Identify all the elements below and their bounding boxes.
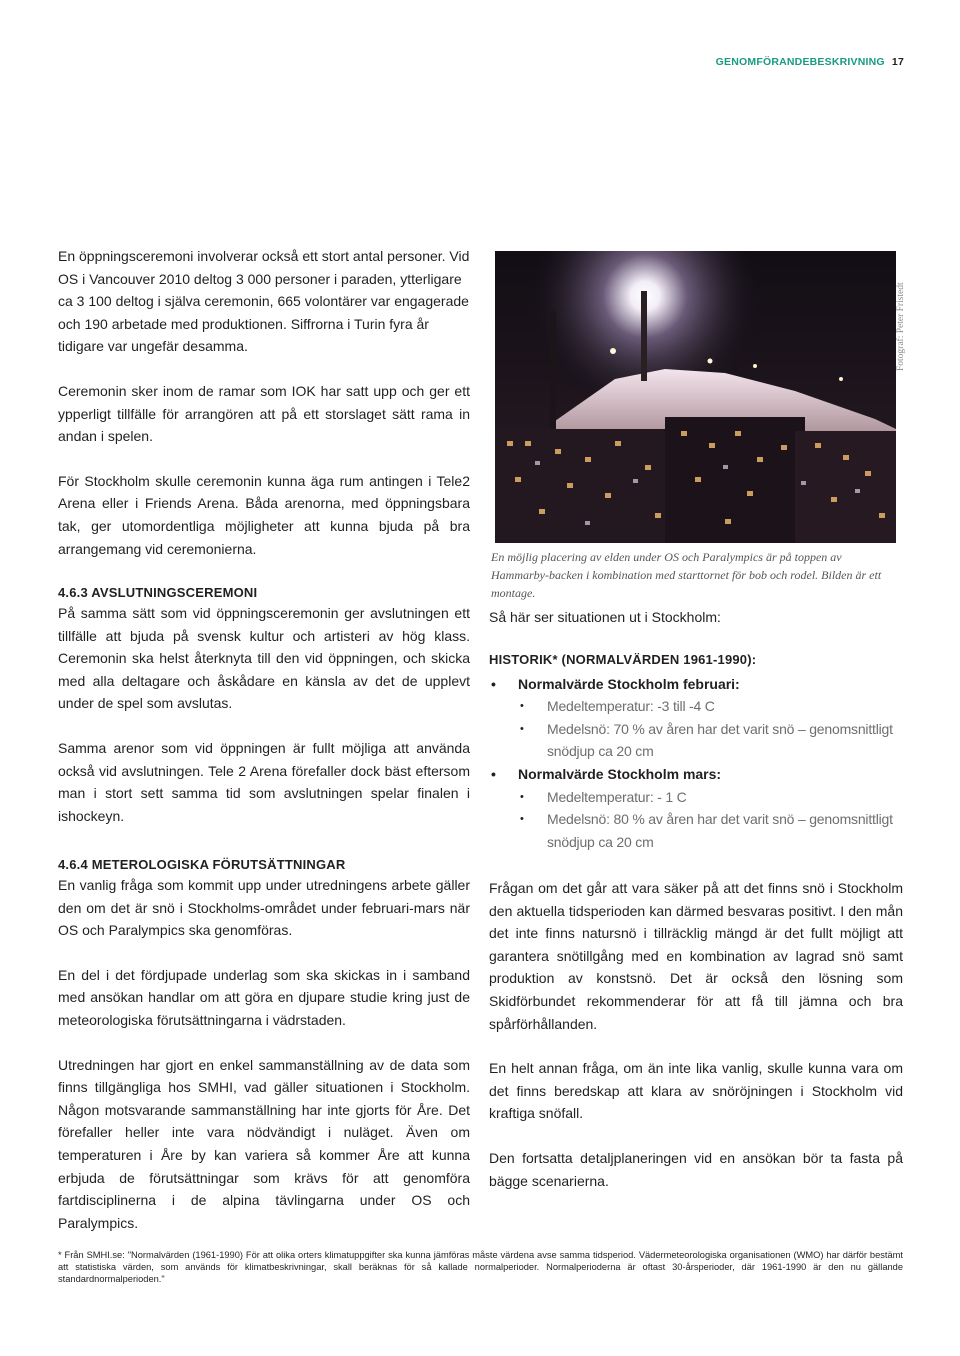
list-item-feb-temp xyxy=(518,695,903,718)
list-item-march xyxy=(489,763,903,853)
paragraph-ioc-framework: Ceremonin sker inom de ramar som IOK har satt upp och ger ett ypperligt tillfälle för arrangören att på ett storslaget sätt rama in andan i spelen. xyxy=(58,382,470,445)
paragraph-closing-arenas: Samma arenor som vid öppningen är fullt möjliga att använda också vid avslutningen. Tele 2 Arena förefaller dock bäst eftersom man i stort sett samma tid som avslutningen spelar finalen i ishockeyn. xyxy=(58,739,470,824)
heading-closing-ceremony: 4.6.3 AVSLUTNINGSCEREMONI xyxy=(58,585,258,600)
feb-snow-text: Medelsnö: 70 % av åren har det varit snö – genomsnittligt snödjup ca 20 cm xyxy=(547,720,893,760)
paragraph-opening-ceremony: En öppningsceremoni involverar också ett stort antal personer. Vid OS i Vancouver 2010 deltog 3 000 personer i paraden, ytterligare ca 3 100 deltog i själva ceremonin, 665 volontärer var engagerade och 190 arbetade med produktionen. Siffrorna i Turin fyra år tidigare var ungefär desamma. xyxy=(58,248,470,355)
mar-temp-text: Medeltemperatur: - 1 C xyxy=(547,788,687,805)
page-header xyxy=(716,56,904,68)
photo-caption: En möjlig placering av elden under OS och Paralympics är på toppen av Hammarby-backen i kombination med starttornet för bob och rodel. Bilden är ett montage. xyxy=(491,550,882,600)
footnote: * Från SMHI.se: "Normalvärden (1961-1990) För att olika orters klimatuppgifter ska kunna jämföras måste värdena avse samma tidsperiod. Vädermeteorologiska organisationen (WMO) har därför bestämt att statistiska värden, som används för klimatbeskrivningar, skall beräknas för så kallade normalperioder. Normalperioderna är oftast 30-årsperioder, där 1961-1990 är den nu gällande standardnormalperioden." xyxy=(58,1250,903,1284)
bullet-icon: • xyxy=(520,722,524,735)
paragraph-stockholm-arenas: För Stockholm skulle ceremonin kunna äga rum antingen i Tele2 Arena eller i Friends Arena. Båda arenorna, med öppningsbara tak, ger utomordentliga möjligheter att kunna bjuda på bra arrangemang vid ceremonierna. xyxy=(58,472,470,557)
left-column-section-463 xyxy=(58,584,470,849)
section-title: GENOMFÖRANDEBESKRIVNING xyxy=(715,56,885,68)
february-sublist xyxy=(518,695,903,763)
mar-snow-text: Medelsnö: 80 % av åren har det varit snö – genomsnittligt snödjup ca 20 cm xyxy=(547,811,893,850)
paragraph-deeper-study: En del i det fördjupade underlag som ska skickas in i samband med ansökan handlar om att göra en djupare studie kring just de meteorologiska förutsättningarna i vädrstaden. xyxy=(58,966,470,1028)
bullet-icon: • xyxy=(491,765,496,782)
february-label: Normalvärde Stockholm februari: xyxy=(518,675,740,692)
bullet-icon: • xyxy=(491,675,496,692)
left-column-top xyxy=(58,245,470,582)
list-item-february xyxy=(489,673,903,763)
bullet-icon: • xyxy=(520,700,524,713)
list-item-feb-snow xyxy=(518,718,903,763)
bullet-icon: • xyxy=(520,813,524,826)
left-column-section-464 xyxy=(58,856,470,1256)
list-item-mar-snow xyxy=(518,808,903,853)
paragraph-snow-guarantee: Frågan om det går att vara säker på att det finns snö i Stockholm den aktuella tidsperioden kan därmed besvaras positivt. I den mån det inte finns natursnö i tillräcklig mängd är det fullt möjligt att garantera snötillgång med en kombination av lagrad snö samt produktion av konstsnö. Det är också den lösning som Skidförbundet rekommenderar för att få till jämna och bra spårförhållanden. xyxy=(489,880,903,1032)
march-label: Normalvärde Stockholm mars: xyxy=(518,765,722,782)
right-column xyxy=(489,606,903,853)
paragraph-snow-clearing: En helt annan fråga, om än inte lika vanlig, skulle kunna vara om det finns beredskap att klara av snöröjningen i Stockholm vid kraftiga snöfall. xyxy=(489,1060,903,1122)
page-number: 17 xyxy=(891,56,904,68)
feb-temp-text: Medeltemperatur: -3 till -4 C xyxy=(547,698,715,715)
right-column-lower xyxy=(489,877,903,1214)
march-sublist xyxy=(518,786,903,854)
paragraph-detail-planning: Den fortsatta detaljplaneringen vid en ansökan bör ta fasta på bägge scenarierna. xyxy=(489,1149,903,1189)
paragraph-snow-question: En vanlig fråga som kommit upp under utredningens arbete gäller den om det är snö i Stockholms-området under februari-mars när OS och Paralympics ska genomföras. xyxy=(58,877,470,939)
paragraph-smhi-data: Utredningen har gjort en enkel sammanställning av de data som finns tillgängliga hos SMHI, vad gäller situationen i Stockholm. Någon motsvarande sammanställning har inte gjorts för Åre. Det förefaller heller inte vara nödvändigt i nuläget. Även om temperaturen i Åre by kan variera så kommer Åre att kunna erbjuda de förutsättningar som krävs för att genomföra fartdisciplinerna i de alpina tävlingarna under OS och Paralympics. xyxy=(58,1056,470,1231)
list-item-mar-temp xyxy=(518,786,903,809)
photo-credit: Fotograf: Peter Fristedt xyxy=(896,282,906,371)
bullet-icon: • xyxy=(520,790,524,803)
heading-historik: HISTORIK* (NORMALVÄRDEN 1961-1990): xyxy=(489,651,757,667)
paragraph-stockholm-intro: Så här ser situationen ut i Stockholm: xyxy=(489,609,721,625)
heading-meteorological: 4.6.4 METEROLOGISKA FÖRUTSÄTTNINGAR xyxy=(58,857,346,872)
historik-list xyxy=(489,673,903,854)
hammarbybacken-night-photo xyxy=(495,251,896,543)
paragraph-closing-ceremony: På samma sätt som vid öppningsceremonin ger avslutningen ett tillfälle att bjuda på svensk kultur och artisteri av hög klass. Ceremonin ska helst återknyta till den vid öppningen, och skicka med alla deltagare och åskådare en känsla av det de upplevt under de spel som avslutas. xyxy=(58,605,470,712)
